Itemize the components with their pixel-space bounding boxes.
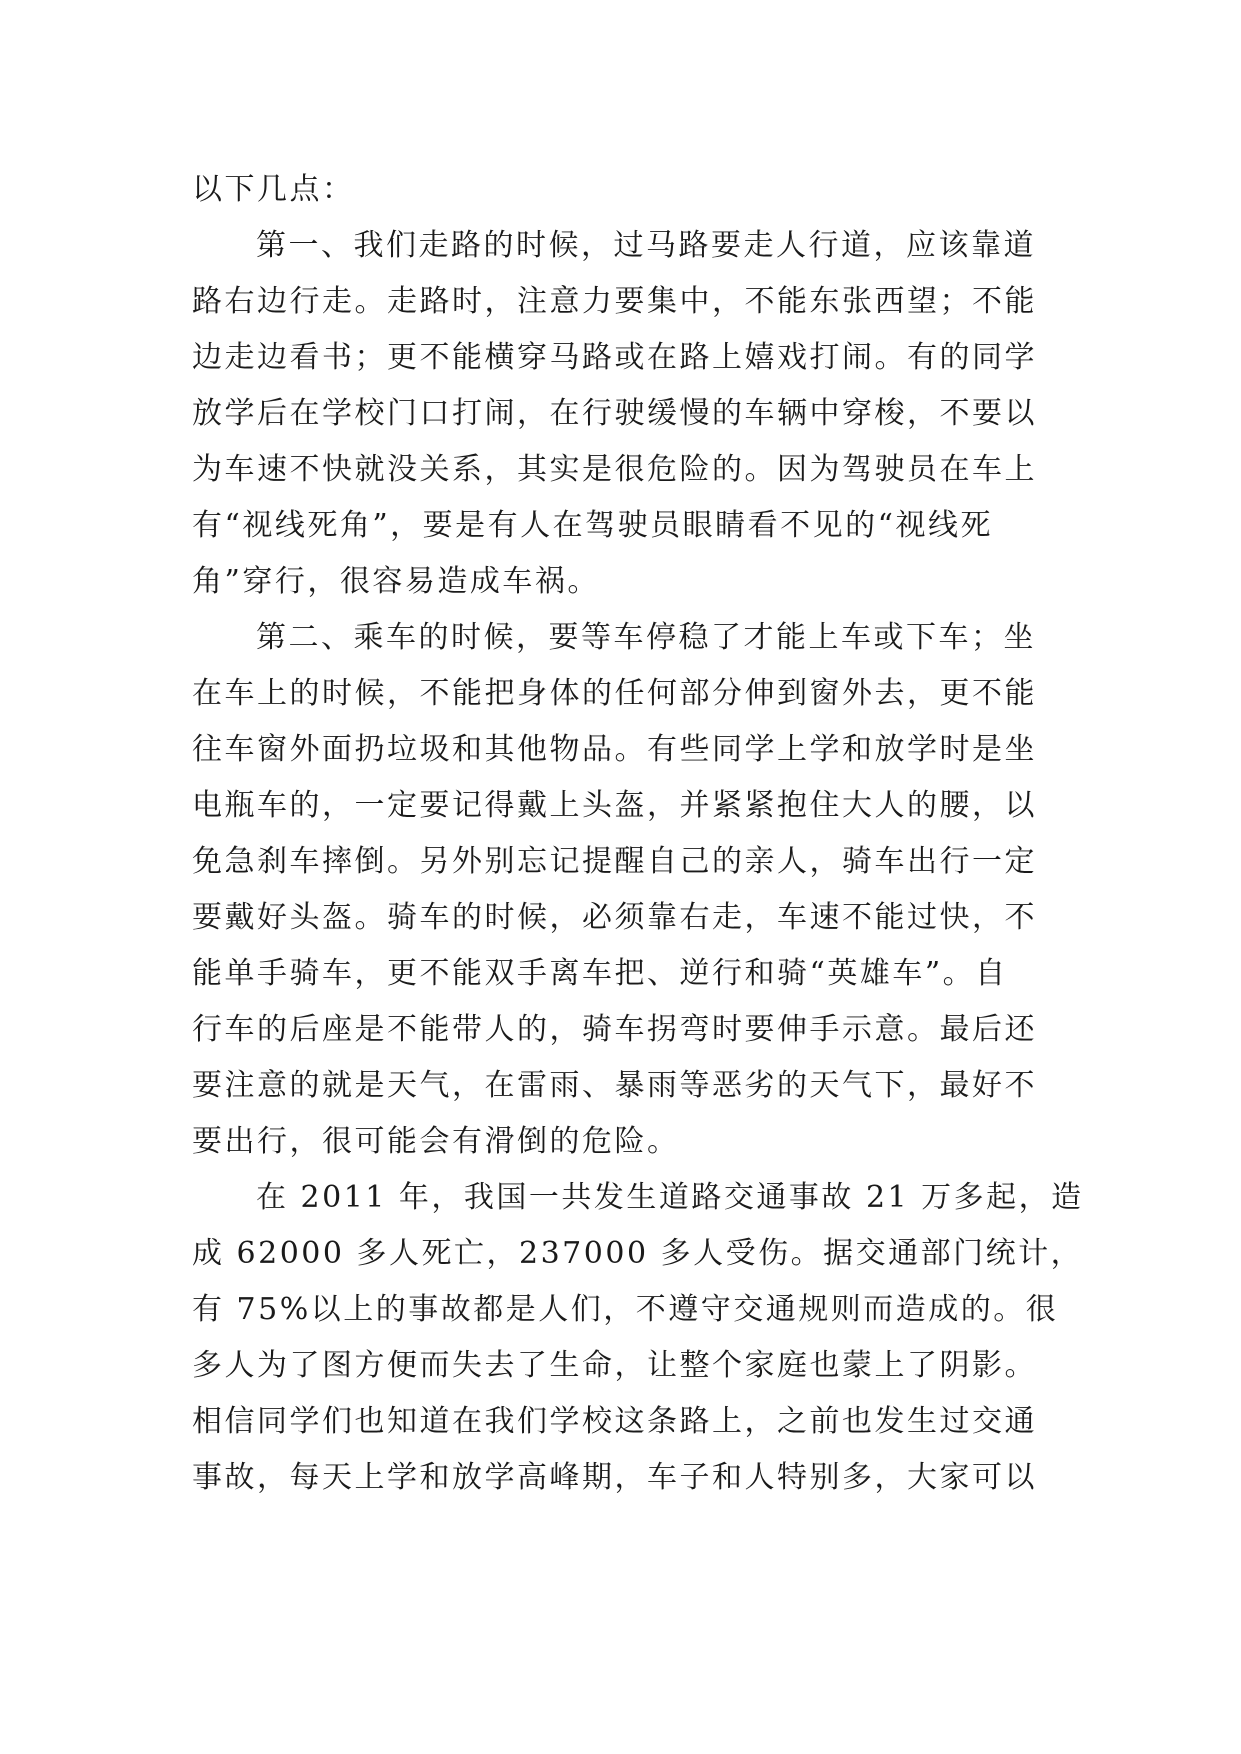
text-line: 有 75%以上的事故都是人们，不遵守交通规则而造成的。很 [192,1292,1059,1327]
text-line: 要戴好头盔。骑车的时候，必须靠右走，车速不能过快，不 [192,900,1037,935]
text-line: 路右边行走。走路时，注意力要集中，不能东张西望；不能 [192,284,1037,319]
text-line: 为车速不快就没关系，其实是很危险的。因为驾驶员在车上 [192,452,1037,487]
text-line: 多人为了图方便而失去了生命，让整个家庭也蒙上了阴影。 [192,1348,1037,1383]
text-line: 电瓶车的，一定要记得戴上头盔，并紧紧抱住大人的腰，以 [192,788,1037,823]
text-line: 要出行，很可能会有滑倒的危险。 [192,1124,680,1159]
paragraph-first-line: 在 2011 年，我国一共发生道路交通事故 21 万多起，造 [256,1180,1084,1215]
text-line: 在车上的时候，不能把身体的任何部分伸到窗外去，更不能 [192,676,1037,711]
text-line: 放学后在学校门口打闹，在行驶缓慢的车辆中穿梭，不要以 [192,396,1037,431]
text-line: 能单手骑车，更不能双手离车把、逆行和骑“英雄车”。自 [192,956,1008,991]
text-line: 行车的后座是不能带人的，骑车拐弯时要伸手示意。最后还 [192,1012,1037,1047]
text-line: 免急刹车摔倒。另外别忘记提醒自己的亲人，骑车出行一定 [192,844,1037,879]
paragraph-first-line: 第一、我们走路的时候，过马路要走人行道，应该靠道 [256,228,1036,263]
body-text [192,162,1084,1506]
text-line: 往车窗外面扔垃圾和其他物品。有些同学上学和放学时是坐 [192,732,1037,767]
text-line: 有“视线死角”，要是有人在驾驶员眼睛看不见的“视线死 [192,508,994,543]
text-line: 边走边看书；更不能横穿马路或在路上嬉戏打闹。有的同学 [192,340,1037,375]
text-line: 以下几点： [192,172,355,207]
text-line: 角”穿行，很容易造成车祸。 [192,564,600,599]
text-line: 事故，每天上学和放学高峰期，车子和人特别多，大家可以 [192,1460,1037,1495]
paragraph-first-line: 第二、乘车的时候，要等车停稳了才能上车或下车；坐 [256,620,1036,655]
text-line: 成 62000 多人死亡，237000 多人受伤。据交通部门统计， [192,1236,1084,1271]
text-line: 要注意的就是天气，在雷雨、暴雨等恶劣的天气下，最好不 [192,1068,1037,1103]
text-line: 相信同学们也知道在我们学校这条路上，之前也发生过交通 [192,1404,1037,1439]
